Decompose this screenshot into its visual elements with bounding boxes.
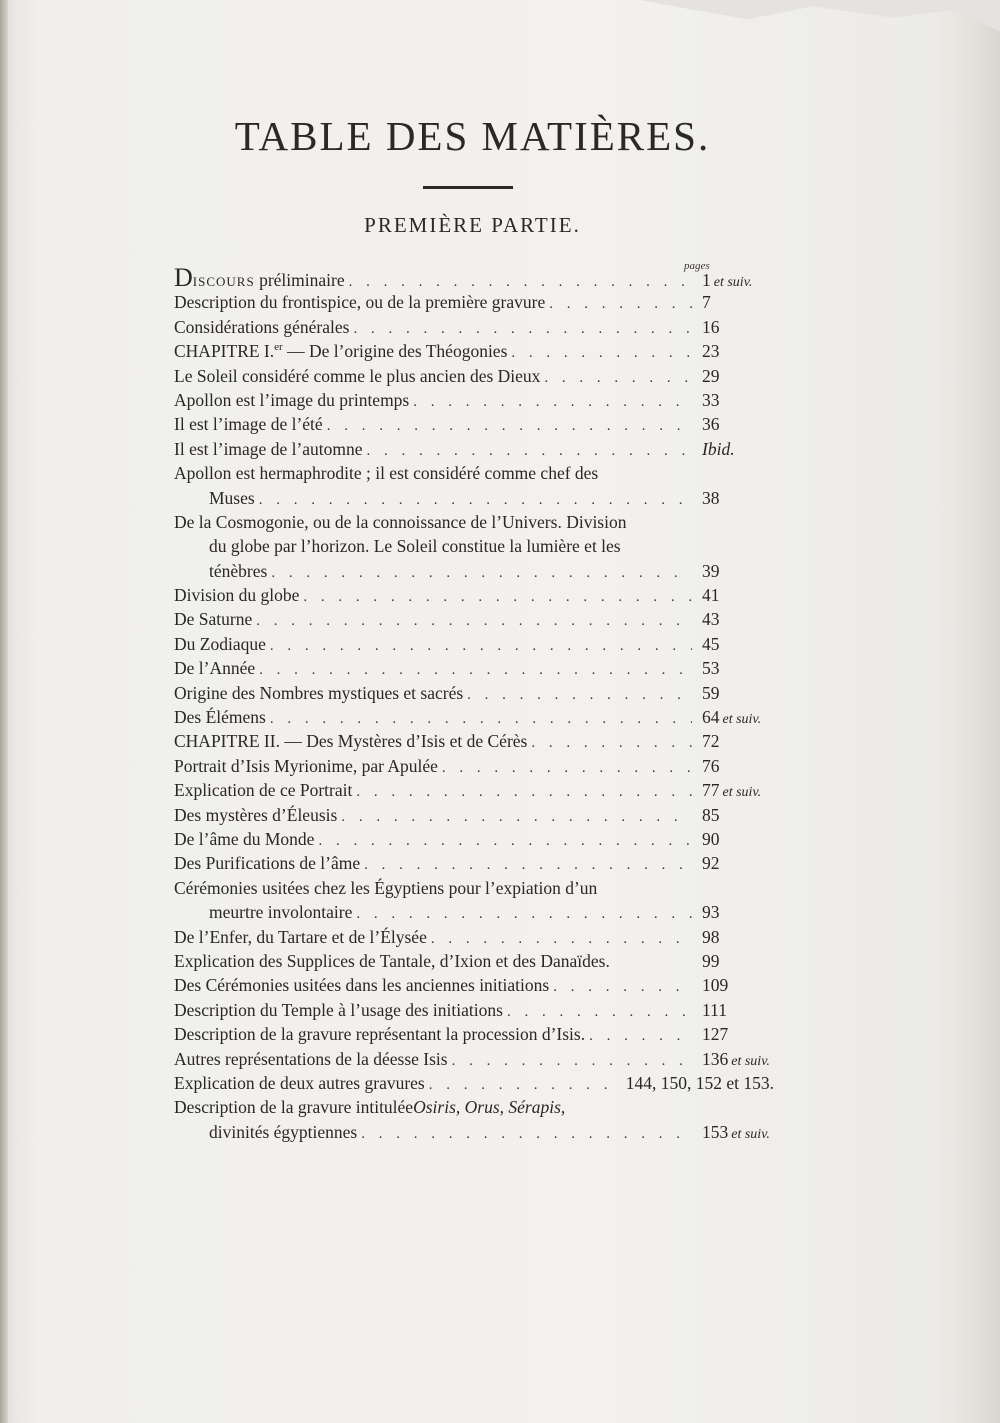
toc-page-value: 85	[702, 804, 720, 825]
toc-line	[174, 681, 774, 705]
entry-text: Autres représentations de la déesse Isis	[174, 1048, 448, 1069]
toc-page-value: Ibid.	[702, 438, 735, 459]
entry-text: ténèbres	[209, 560, 268, 581]
toc-line	[174, 315, 774, 339]
toc-line	[174, 263, 774, 292]
toc-line	[174, 925, 774, 949]
toc-entry	[174, 339, 774, 363]
entry-text: Il est l’image de l’été	[174, 414, 323, 435]
toc-page-value: 98	[702, 926, 720, 947]
dot-leader	[367, 439, 692, 463]
entry-text: Cérémonies usitées chez les Égyptiens pour l’expiation d’un	[174, 877, 598, 898]
toc-entry	[174, 876, 774, 925]
dot-leader	[553, 975, 692, 999]
title-rule	[423, 186, 513, 189]
toc-entry	[174, 1071, 774, 1095]
table-of-contents	[174, 263, 774, 1144]
chapter-text: — Des Mystères d’Isis et de Cérès	[279, 731, 528, 752]
toc-page-value: 136	[702, 1048, 729, 1069]
toc-line	[174, 949, 774, 973]
toc-line	[174, 998, 774, 1022]
toc-page-number	[696, 681, 774, 705]
toc-entry	[174, 925, 774, 949]
toc-entry	[174, 1047, 774, 1071]
toc-page-suffix: et suiv.	[722, 785, 762, 801]
toc-line	[174, 876, 774, 900]
toc-page-value: 64	[702, 707, 720, 728]
dot-leader	[544, 366, 692, 390]
toc-line	[174, 461, 774, 485]
toc-page-number	[696, 364, 774, 388]
entry-text: Muses	[209, 487, 255, 508]
dot-leader	[303, 585, 692, 609]
chapter-ordinal-suffix: er	[274, 341, 283, 354]
toc-page-number	[696, 1022, 774, 1046]
toc-page-number	[696, 778, 774, 805]
toc-page-value: 36	[702, 414, 720, 435]
toc-page-suffix: et suiv.	[713, 275, 753, 290]
entry-text: Des Élémens	[174, 707, 266, 728]
toc-entry	[174, 705, 774, 729]
toc-line	[174, 534, 774, 558]
toc-page-value: 72	[702, 731, 720, 752]
toc-page-number	[696, 729, 774, 753]
toc-page-number	[696, 437, 774, 461]
toc-page-value: 77	[702, 780, 720, 801]
toc-entry	[174, 461, 774, 510]
toc-page-value: 33	[702, 389, 720, 410]
entry-text: divinités égyptiennes	[209, 1121, 358, 1142]
dot-leader	[270, 707, 692, 731]
toc-page-number	[696, 559, 774, 583]
toc-page-number	[696, 339, 774, 363]
toc-line	[174, 607, 774, 631]
toc-entry	[174, 315, 774, 339]
toc-page-number	[696, 754, 774, 778]
dot-leader	[413, 390, 692, 414]
toc-page-number	[696, 1047, 774, 1074]
toc-entry	[174, 998, 774, 1022]
entry-text: Explication de ce Portrait	[174, 780, 353, 801]
toc-page-value: 76	[702, 755, 720, 776]
dot-leader	[327, 414, 692, 438]
toc-page-number	[696, 998, 774, 1022]
toc-line	[174, 486, 774, 510]
toc-chapter-title	[174, 339, 507, 363]
toc-line	[174, 632, 774, 656]
toc-page-value: 38	[702, 487, 720, 508]
toc-page-number	[696, 315, 774, 339]
toc-line	[174, 900, 774, 924]
entry-text: Des mystères d’Éleusis	[174, 804, 338, 825]
page-title: TABLE DES MATIÈRES.	[234, 113, 711, 159]
toc-entry	[174, 803, 774, 827]
dot-leader	[511, 341, 692, 365]
dot-leader	[364, 853, 692, 877]
dot-leader	[442, 756, 692, 780]
toc-page-value: 16	[702, 316, 720, 337]
toc-line	[174, 803, 774, 827]
toc-entry	[174, 263, 774, 292]
toc-page-suffix: et suiv.	[731, 1053, 770, 1069]
dot-leader	[318, 829, 692, 853]
toc-entry	[174, 973, 774, 997]
entry-text: Apollon est hermaphrodite ; il est considéré comme chef des	[174, 463, 599, 484]
toc-line	[174, 705, 774, 729]
toc-page-number	[696, 656, 774, 680]
entry-text: De l’âme du Monde	[174, 828, 315, 849]
entry-text: Explication des Supplices de Tantale, d’Ixion et des Danaïdes.	[174, 950, 610, 971]
toc-page-value: 39	[702, 560, 720, 581]
entry-text: préliminaire	[254, 270, 345, 290]
pages-column-label: pages	[684, 260, 710, 272]
toc-line	[174, 510, 774, 534]
toc-chapter-title	[174, 729, 527, 753]
toc-page-value: 41	[702, 585, 720, 606]
toc-page-value: 29	[702, 365, 720, 386]
dot-leader	[341, 805, 692, 829]
entry-text: Des Cérémonies usitées dans les anciennes initiations	[174, 975, 550, 996]
smallcaps-text: ISCOURS	[192, 274, 255, 289]
toc-line	[174, 364, 774, 388]
toc-page-value: 99	[702, 950, 720, 971]
toc-line	[174, 729, 774, 753]
toc-page-value: 144, 150, 152 et 153.	[625, 1072, 774, 1093]
toc-entry	[174, 364, 774, 388]
dot-leader	[259, 658, 692, 682]
toc-page-number	[696, 412, 774, 436]
entry-text: Description du Temple à l’usage des initiations	[174, 999, 503, 1020]
toc-page-suffix: et suiv.	[731, 1126, 770, 1142]
chapter-text: — De l’origine des Théogonies	[282, 341, 508, 362]
toc-entry	[174, 827, 774, 851]
dot-leader	[452, 1049, 692, 1073]
toc-page-number	[696, 925, 774, 949]
toc-line	[174, 778, 774, 802]
dot-leader	[259, 488, 692, 512]
toc-page-value: 53	[702, 658, 720, 679]
entry-text: De l’Enfer, du Tartare et de l’Élysée	[174, 926, 427, 947]
toc-entry	[174, 1022, 774, 1046]
toc-page-value: 23	[702, 341, 720, 362]
part-title: PREMIÈRE PARTIE.	[364, 213, 581, 237]
entry-text: Explication de deux autres gravures	[174, 1072, 425, 1093]
entry-text: Description du frontispice, ou de la première gravure	[174, 292, 546, 313]
dot-leader	[467, 683, 692, 707]
toc-page-number	[696, 705, 774, 732]
toc-line	[174, 1022, 774, 1046]
entry-text: Origine des Nombres mystiques et sacrés	[174, 682, 464, 703]
dot-leader	[431, 927, 692, 951]
entry-text: Considérations générales	[174, 316, 350, 337]
toc-line	[174, 1071, 774, 1095]
toc-entry	[174, 607, 774, 631]
entry-text: Apollon est l’image du printemps	[174, 389, 410, 410]
dot-leader	[589, 1024, 692, 1048]
entry-text: Des Purifications de l’âme	[174, 853, 361, 874]
dot-leader	[429, 1073, 616, 1097]
dot-leader	[507, 1000, 692, 1024]
toc-entry	[174, 1095, 774, 1144]
chapter-label: CHAPITRE II.	[174, 731, 280, 752]
toc-line	[174, 290, 774, 314]
toc-line	[174, 754, 774, 778]
dot-leader	[356, 902, 692, 926]
toc-line	[174, 583, 774, 607]
toc-page-number	[696, 290, 774, 314]
drop-initial: D	[174, 263, 193, 292]
entry-text: Division du globe	[174, 585, 300, 606]
toc-page-number	[696, 388, 774, 412]
toc-page-number	[696, 607, 774, 631]
toc-entry	[174, 412, 774, 436]
toc-entry	[174, 949, 774, 973]
toc-page-value: 111	[702, 999, 727, 1020]
toc-line	[174, 412, 774, 436]
toc-entry	[174, 437, 774, 461]
toc-page-number	[696, 1120, 774, 1147]
italic-names: Osiris, Orus, Sérapis,	[413, 1097, 566, 1118]
toc-entry	[174, 388, 774, 412]
toc-entry	[174, 290, 774, 314]
toc-entry	[174, 754, 774, 778]
dot-leader	[531, 731, 692, 755]
dot-leader	[549, 292, 692, 316]
toc-page-number	[696, 851, 774, 875]
toc-line	[174, 1120, 774, 1144]
toc-entry	[174, 632, 774, 656]
dot-leader	[271, 561, 692, 585]
toc-page-suffix: et suiv.	[722, 712, 762, 728]
toc-line	[174, 339, 774, 363]
toc-entry	[174, 851, 774, 875]
entry-text: Le Soleil considéré comme le plus ancien des Dieux	[174, 365, 541, 386]
toc-line	[174, 437, 774, 461]
toc-page-number	[620, 1071, 774, 1095]
toc-page-value: 45	[702, 633, 720, 654]
entry-text: meurtre involontaire	[209, 902, 353, 923]
toc-page-value: 109	[702, 975, 729, 996]
toc-line	[174, 1047, 774, 1071]
entry-text: Description de la gravure intitulée	[174, 1097, 414, 1118]
entry-text: Portrait d’Isis Myrionime, par Apulée	[174, 755, 438, 776]
dot-leader	[356, 780, 692, 804]
page-edge-shadow	[936, 0, 1000, 1423]
toc-page-number	[696, 803, 774, 827]
toc-page-value: 92	[702, 853, 720, 874]
toc-page-number	[696, 827, 774, 851]
toc-page-number	[696, 486, 774, 510]
toc-page-value: 93	[702, 902, 720, 923]
toc-page-value: 127	[702, 1024, 729, 1045]
toc-page-number	[696, 973, 774, 997]
dot-leader	[353, 317, 692, 341]
dot-leader	[270, 634, 692, 658]
entry-text: De la Cosmogonie, ou de la connoissance de l’Univers. Division	[174, 511, 627, 532]
entry-text: Du Zodiaque	[174, 633, 266, 654]
toc-page-value: 7	[702, 292, 711, 313]
toc-entry	[174, 656, 774, 680]
toc-entry	[174, 729, 774, 753]
toc-entry	[174, 510, 774, 583]
toc-line	[174, 559, 774, 583]
toc-page-value: 90	[702, 828, 720, 849]
toc-page-value: 43	[702, 609, 720, 630]
toc-line	[174, 1095, 774, 1119]
entry-text: Description de la gravure représentant la procession d’Isis.	[174, 1024, 586, 1045]
chapter-label: CHAPITRE I.	[174, 341, 275, 362]
entry-text: Il est l’image de l’automne	[174, 438, 363, 459]
dot-leader	[361, 1122, 692, 1146]
toc-entry	[174, 778, 774, 802]
toc-page-value: 59	[702, 682, 720, 703]
entry-text: du globe par l’horizon. Le Soleil constitue la lumière et les	[209, 536, 621, 557]
toc-line	[174, 388, 774, 412]
toc-page-value: 153	[702, 1121, 729, 1142]
entry-text: De l’Année	[174, 658, 256, 679]
toc-line	[174, 827, 774, 851]
toc-page-value: 1	[702, 270, 711, 290]
toc-page-number	[696, 583, 774, 607]
toc-line	[174, 851, 774, 875]
toc-page-number	[696, 632, 774, 656]
toc-entry	[174, 583, 774, 607]
toc-line	[174, 656, 774, 680]
entry-text: De Saturne	[174, 609, 253, 630]
toc-page-number	[696, 900, 774, 924]
toc-entry	[174, 681, 774, 705]
dot-leader	[256, 609, 692, 633]
toc-line	[174, 973, 774, 997]
toc-page-number	[696, 949, 774, 973]
